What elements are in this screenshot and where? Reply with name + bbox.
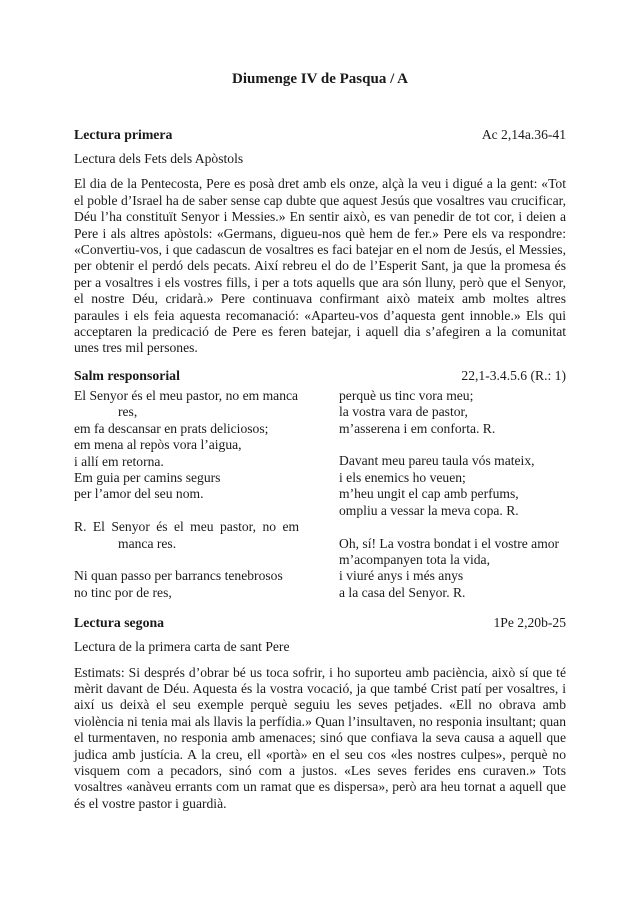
psalm-line: ompliu a vessar la meva copa. R. [339, 502, 519, 518]
psalm-line: i els enemics ho veuen; [339, 469, 466, 485]
psalm-line: no tinc por de res, [74, 584, 172, 600]
lectura-segona-subtitle: Lectura de la primera carta de sant Pere [74, 639, 290, 655]
lectura-primera-heading: Lectura primera [74, 127, 173, 142]
psalm-columns [74, 388, 566, 601]
psalm-right-column [339, 388, 566, 601]
psalm-line: Ni quan passo per barrancs tenebrosos [74, 568, 283, 584]
salm-reference: 22,1-3.4.5.6 (R.: 1) [461, 367, 566, 383]
psalm-line: res, [118, 404, 138, 420]
psalm-line: Oh, sí! La vostra bondat i el vostre amor [339, 535, 560, 551]
psalm-line-refrain: R. El Senyor és el meu pastor, no em [74, 519, 300, 535]
lectura-segona-heading-row [74, 614, 566, 631]
psalm-line: la vostra vara de pastor, [339, 404, 468, 420]
lectura-segona-reference: 1Pe 2,20b-25 [493, 615, 566, 631]
psalm-line: Davant meu pareu taula vós mateix, [339, 453, 535, 469]
psalm-line-refrain: manca res. [118, 535, 177, 551]
psalm-line: m’asserena i em conforta. R. [339, 420, 496, 436]
lectura-primera-body: El dia de la Pentecosta, Pere es posà dret amb els onze, alçà la veu i digué a la gent: «Tot el poble d’Israel ha de saber sense cap dubte que aquest Jesús que vosaltres vau crucificar, Déu l’ha constituït Senyor i Messies.» En sentir això, es van penedir de tot cor, i deien a Pere i als altres apòstols: «Germans, digueu-nos què hem de fer.» Pere els va respondre: «Convertiu-vos, i que cadascun de vosaltres es faci batejar en el nom de Jesús, el Messies, per obtenir el perdó dels pecats. Així rebreu el do de l’Esperit Sant, ja que la promesa és per a vosaltres i els vostres fills, i per a tots aquells que ara són lluny, però que el Senyor, el nostre Déu, cridarà.» Pere continuava confirmant això mateix amb moltes altres paraules i els feia aquesta recomanació: «Aparteu-vos d’aquesta gent innoble.» Els qui acceptaren la predicació de Pere es feren batejar, i aquell dia s’afegiren a la comunitat unes tres mil persones. [74, 176, 566, 356]
lectura-segona-heading: Lectura segona [74, 615, 165, 631]
psalm-line: a la casa del Senyor. R. [339, 584, 466, 600]
psalm-line: em mena al repòs vora l’aigua, [74, 437, 242, 453]
psalm-line: El Senyor és el meu pastor, no em manca [74, 387, 299, 403]
lectura-segona-body: Estimats: Si després d’obrar bé us toca sofrir, i ho suporteu amb paciència, això sí que té mèrit davant de Déu. Aquesta és la vostra vocació, ja que també Crist patí per vosaltres, i així us deixà el seu exemple perquè seguiu les seves petjades. «Ell no obrava amb violència ni tenia mai als llavis la perfídia.» Quan l’insultaven, no responia insultant; quan el turmentaven, no responia amb amenaces; sinó que confiava la seva causa a aquell que judica amb justícia. A la creu, ell «portà» en el seu cos «les nostres culpes», perquè no visquem com a pecadors, sinó com a justos. «Les seves ferides ens curaven.» Tots vosaltres «anàveu errants com un ramat que es dispersa», però ara heu tornat a aquell que és el vostre pastor i guardià. [74, 664, 566, 811]
psalm-line: m’heu ungit el cap amb perfums, [339, 486, 519, 502]
psalm-line: i viuré anys i més anys [339, 568, 464, 584]
psalm-line [339, 437, 566, 453]
psalm-line: Em guia per camins segurs [74, 469, 221, 485]
psalm-line [74, 552, 339, 568]
psalm-line: per l’amor del seu nom. [74, 486, 204, 502]
psalm-line [74, 503, 339, 519]
page-title: Diumenge IV de Pasqua / A [231, 71, 408, 87]
psalm-line: i allí em retorna. [74, 453, 164, 469]
psalm-line: perquè us tinc vora meu; [339, 387, 474, 403]
salm-heading: Salm responsorial [74, 367, 180, 383]
psalm-line [339, 519, 566, 535]
lectura-primera-reference: Ac 2,14a.36-41 [481, 127, 566, 142]
psalm-line: em fa descansar en prats deliciosos; [74, 420, 269, 436]
salm-heading-row [74, 367, 566, 384]
lectura-primera-subtitle: Lectura dels Fets dels Apòstols [74, 151, 244, 166]
lectura-primera-heading-row [74, 126, 566, 143]
psalm-left-column [74, 388, 339, 601]
psalm-line: m’acompanyen tota la vida, [339, 551, 490, 567]
